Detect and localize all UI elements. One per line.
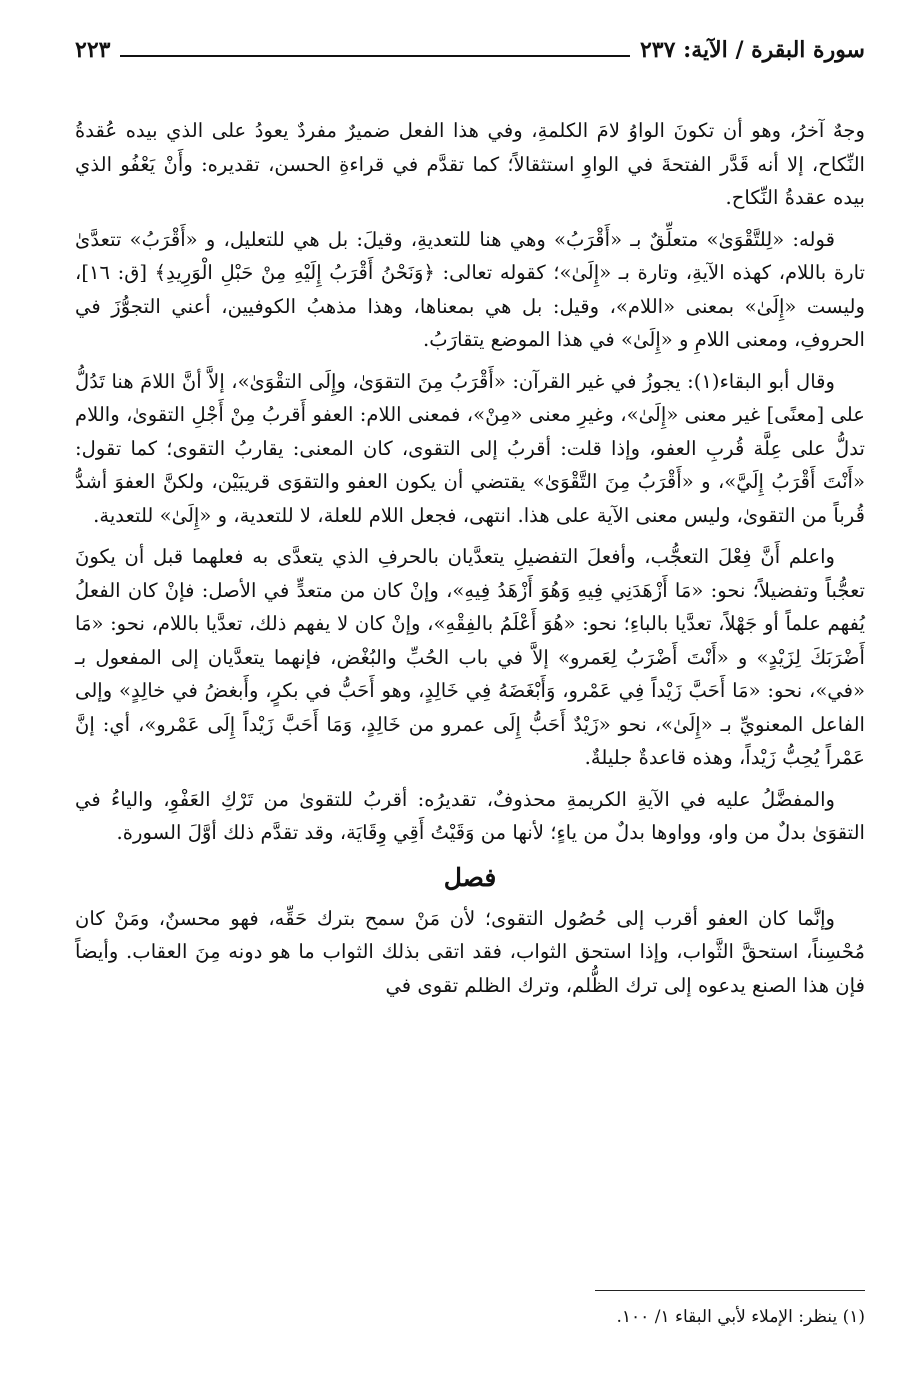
footnote-separator bbox=[595, 1290, 865, 1291]
paragraph: قوله: «لِلتَّقْوَىٰ» متعلِّقٌ بـ «أَقْرَبُ» وهي هنا للتعديةِ، وقيلَ: بل هي للتعليل، و «أَقْرَبُ» تتعدَّىٰ تارة باللام، كهذه الآيةِ، وتارة بـ «إِلَىٰ»؛ كقوله تعالى: ﴿وَنَحْنُ أَقْرَبُ إِلَيْهِ مِنْ حَبْلِ الْوَرِيدِ﴾ [ق: ١٦]، وليست «إِلَىٰ» بمعنى «اللام»، وقيل: بل هي بمعناها، وهذا مذهبُ الكوفيين، أعني التجوُّزَ في الحروفِ، ومعنى اللامِ و «إِلَىٰ» في هذا الموضع يتقارَبُ. bbox=[75, 227, 865, 351]
book-page bbox=[75, 30, 865, 1360]
paragraph: واعلم أَنَّ فِعْلَ التعجُّب، وأفعلَ التفضيلِ يتعدَّيان بالحرفِ الذي يتعدَّى به فعلهما قبل أن يكونَ تعجُّباً وتفضيلاً؛ نحو: «مَا أَزْهَدَنِي فِيهِ وَهُوَ أَزْهَدُ فِيهِ»، وإنْ كان من متعدٍّ في الأصل: فإنْ كان الفعلُ يُفهم علماً أو جَهْلاً، تعدَّيا بالباءِ؛ نحو: «هُوَ أَعْلَمُ بالفِقْهِ»، وإنْ كان لا يفهم ذلك، تعدَّيا باللام، نحو: «مَا أَضْرَبَكَ لِزَيْدٍ» و «أَنْتَ أَضْرَبُ لِعَمرو» إلاَّ في باب الحُبِّ والبُغْض، فإنهما يتعدَّيان إلى المفعول بـ «في»، نحو: «مَا أَحَبَّ زَيْداً فِي عَمْرو، وَأَبْغَضَهُ فِي خَالِدٍ، وهو أَحَبُّ في بكرٍ، وأَبغضُ في خالِدٍ» وإلى الفاعل المعنويِّ بـ «إِلَىٰ»، نحو «زَيْدٌ أَحَبُّ إِلَى عمرو من خَالِدٍ، وَمَا أَحَبَّ زَيْداً إِلَى عَمْرو»، أي: إنَّ عَمْراً يُحِبُّ زَيْداً، وهذه قاعدةٌ جليلةٌ. bbox=[75, 545, 865, 769]
page-number: ٢٢٣ bbox=[75, 37, 111, 63]
paragraph: وجهٌ آخرُ، وهو أن تكونَ الواوُ لامَ الكلمةِ، وفي هذا الفعل ضميرٌ مفردٌ يعودُ على الذي بيده عُقدةُ النِّكاح، إلا أنه قَدَّر الفتحةَ في الواوِ استثقالاً؛ كما تقدَّم في قراءةِ الحسن، تقديره: وأَنْ يَعْفُو الذي بيده عقدةُ النِّكاح. bbox=[75, 119, 865, 209]
footnote: (١) ينظر: الإملاء لأبي البقاء ١/ ١٠٠. bbox=[616, 1307, 865, 1327]
paragraph: والمفضَّلُ عليه في الآيةِ الكريمةِ محذوفٌ، تقديرُه: أقربُ للتقوىٰ من تَرْكِ العَفْوِ، والياءُ في التقوَىٰ بدلٌ من واو، وواوها بدلٌ من ياءٍ؛ لأنها من وَقَيْتُ أَقِي وِقَايَة، وقد تقدَّم ذلك أوَّلَ السورة. bbox=[75, 787, 865, 844]
main-text bbox=[75, 114, 865, 1002]
surah-verse-title: سورة البقرة / الآية: ٢٣٧ bbox=[639, 37, 865, 63]
section-heading: فصل bbox=[443, 862, 497, 892]
paragraph: وقال أبو البقاء(١): يجوزُ في غير القرآن: «أَقْرَبُ مِنَ التقوَىٰ، وإِلَى التقْوَىٰ»، إلاَّ أنَّ اللامَ هنا تَدُلُّ على [معنًى] غير معنى «إِلَىٰ»، وغيرِ معنى «مِنْ»، فمعنى اللام: العفو أَقربُ مِنْ أَجْلِ التقوىٰ، واللام تدلُّ على عِلَّة قُربِ العفو، وإذا قلت: أقربُ إلى التقوى، كان المعنى: يقاربُ التقوى؛ كما تقول: «أَنْتَ أَقْرَبُ إِلَيَّ»، و «أَقْرَبُ مِنَ التَّقْوَىٰ» يقتضي أن يكون العفو والتقوَى قريبَيْن، ولكنَّ العفوَ أشدُّ قُرباً من التقوىٰ، وليس معنى الآية على هذا. انتهى، فجعل اللام للعلة، لا للتعدية، و «إِلَىٰ» للتعدية. bbox=[75, 369, 865, 527]
paragraph: وإنَّما كان العفو أقرب إلى حُصُول التقوى؛ لأن مَنْ سمح بترك حَقِّه، فهو محسنٌ، ومَنْ كان مُحْسِناً، استحقَّ الثَّواب، وإذا استحق الثواب، فقد اتقى بذلك الثواب ما هو دونه مِنَ العقاب. وأيضاً فإن هذا الصنع يدعوه إلى ترك الظُّلم، وترك الظلم تقوى في bbox=[75, 906, 865, 997]
header-rule bbox=[120, 55, 630, 57]
running-header bbox=[75, 30, 865, 70]
